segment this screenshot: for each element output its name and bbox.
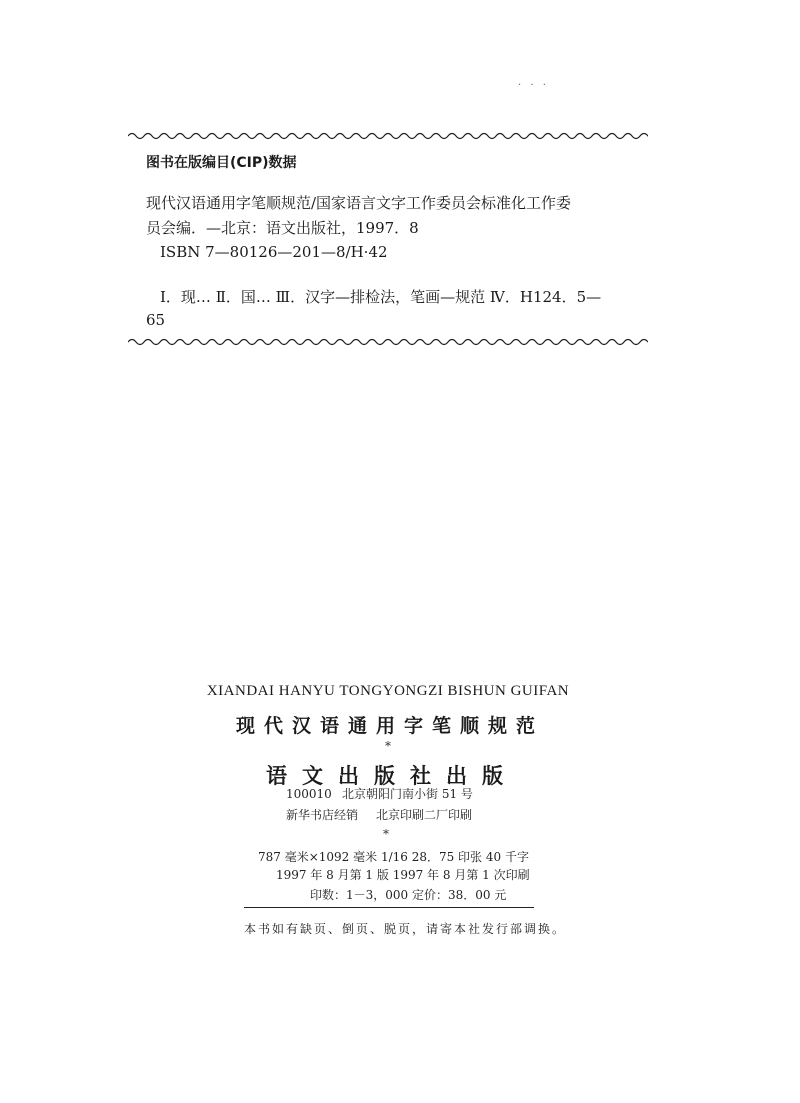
pinyin-title: XIANDAI HANYU TONGYONGZI BISHUN GUIFAN [206, 683, 570, 699]
cip-classification-line-1: Ⅰ．现… Ⅱ．国… Ⅲ．汉字—排检法，笔画—规范 Ⅳ．H124．5— [160, 288, 602, 306]
print-run-price: 印数：1－3，000 定价：38．00 元 [310, 888, 507, 902]
publisher-address [286, 785, 473, 802]
scan-artifact: · · · [518, 80, 549, 91]
separator-star: * [385, 739, 391, 753]
cip-title: 图书在版编目(CIP)数据 [146, 155, 297, 171]
edition-info: 1997 年 8 月第 1 版 1997 年 8 月第 1 次印刷 [276, 868, 530, 882]
distributor: 新华书店经销 [286, 808, 359, 822]
return-notice: 本书如有缺页、倒页、脱页，请寄本社发行部调换。 [244, 922, 567, 936]
cip-isbn: ISBN 7—80126—201—8/H·42 [160, 243, 388, 261]
postcode: 100010 [286, 787, 332, 801]
cip-description-line-1: 现代汉语通用字笔顺规范/国家语言文字工作委员会标准化工作委 [146, 194, 572, 212]
chinese-title: 现代汉语通用字笔顺规范 [235, 715, 544, 737]
address-text: 北京朝阳门南小街 51 号 [342, 787, 473, 801]
distribution-line [286, 806, 472, 823]
cip-top-border [128, 130, 648, 142]
printer: 北京印刷二厂印刷 [376, 808, 473, 822]
book-specs: 787 毫米×1092 毫米 1/16 28．75 印张 40 千字 [258, 850, 529, 864]
cip-description-line-2: 员会编．—北京：语文出版社，1997．8 [146, 219, 419, 237]
separator-star: * [383, 827, 389, 841]
cip-classification-line-2: 65 [146, 311, 166, 329]
publisher-name: 语文出版社出版 [266, 763, 518, 788]
cip-bottom-border [128, 336, 648, 348]
divider [244, 907, 534, 908]
